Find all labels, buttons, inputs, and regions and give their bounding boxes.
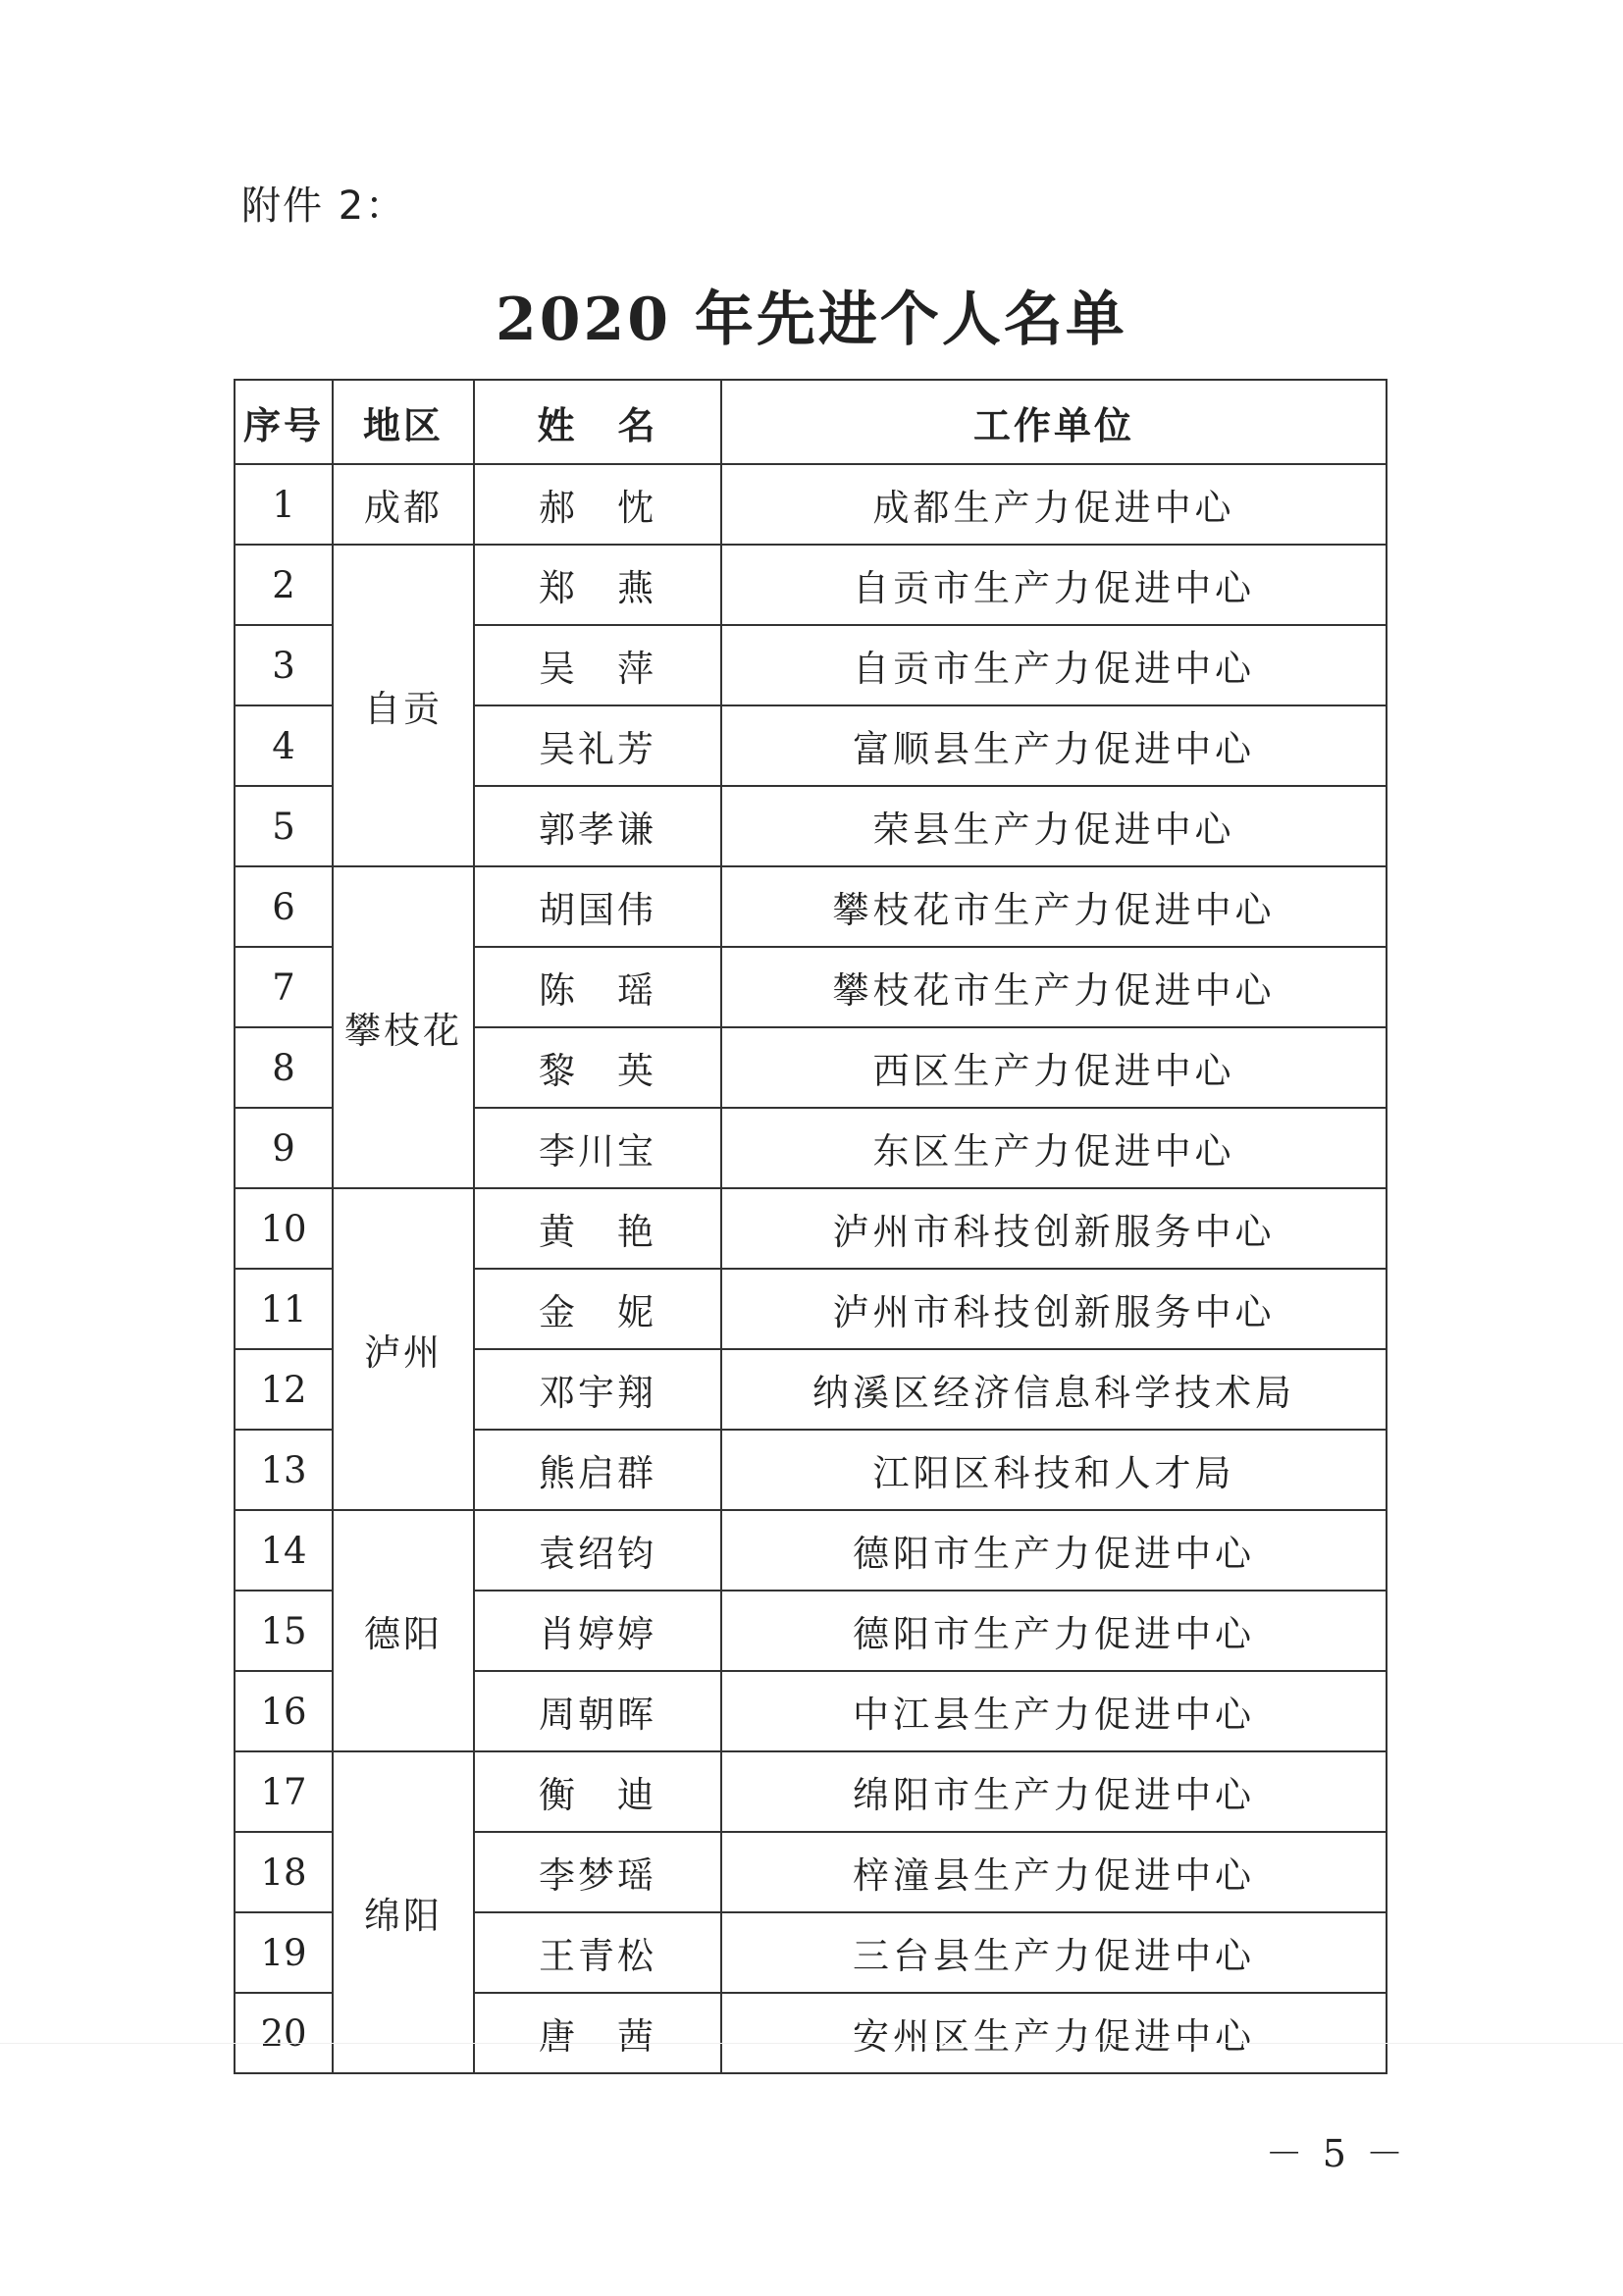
table-header-row xyxy=(235,380,1387,464)
cell-index: 5 xyxy=(235,786,333,866)
cell-region: 攀枝花 xyxy=(333,866,474,1188)
cell-index: 11 xyxy=(235,1269,333,1349)
cell-region: 泸州 xyxy=(333,1188,474,1510)
cell-index: 2 xyxy=(235,545,333,625)
advanced-individuals-table xyxy=(234,379,1387,2074)
cell-work-unit: 成都生产力促进中心 xyxy=(721,464,1387,545)
cell-index: 10 xyxy=(235,1188,333,1269)
cell-index: 13 xyxy=(235,1430,333,1510)
cell-name: 吴礼芳 xyxy=(474,705,721,786)
header-index: 序号 xyxy=(235,380,333,464)
cell-work-unit: 安州区生产力促进中心 xyxy=(721,1993,1387,2073)
cell-work-unit: 中江县生产力促进中心 xyxy=(721,1671,1387,1751)
cell-index: 18 xyxy=(235,1832,333,1912)
cell-work-unit: 攀枝花市生产力促进中心 xyxy=(721,947,1387,1027)
table-body xyxy=(235,464,1387,2073)
header-region: 地区 xyxy=(333,380,474,464)
cell-name: 王青松 xyxy=(474,1912,721,1993)
table-row xyxy=(235,1751,1387,1832)
cell-name: 熊启群 xyxy=(474,1430,721,1510)
cell-name: 黎 英 xyxy=(474,1027,721,1108)
cell-work-unit: 泸州市科技创新服务中心 xyxy=(721,1269,1387,1349)
cell-name: 郑 燕 xyxy=(474,545,721,625)
header-unit: 工作单位 xyxy=(721,380,1387,464)
cell-index: 4 xyxy=(235,705,333,786)
cell-name: 邓宇翔 xyxy=(474,1349,721,1430)
cell-work-unit: 自贡市生产力促进中心 xyxy=(721,625,1387,705)
document-title: 2020 年先进个人名单 xyxy=(496,286,1127,354)
cell-index: 1 xyxy=(235,464,333,545)
cell-name: 郭孝谦 xyxy=(474,786,721,866)
cell-region: 绵阳 xyxy=(333,1751,474,2073)
cell-work-unit: 三台县生产力促进中心 xyxy=(721,1912,1387,1993)
cell-work-unit: 西区生产力促进中心 xyxy=(721,1027,1387,1108)
footer-divider xyxy=(0,2043,1623,2044)
page-number: － 5 － xyxy=(1265,2132,1407,2175)
cell-work-unit: 绵阳市生产力促进中心 xyxy=(721,1751,1387,1832)
cell-name: 袁绍钧 xyxy=(474,1510,721,1591)
cell-work-unit: 东区生产力促进中心 xyxy=(721,1108,1387,1188)
cell-work-unit: 德阳市生产力促进中心 xyxy=(721,1510,1387,1591)
cell-work-unit: 纳溪区经济信息科学技术局 xyxy=(721,1349,1387,1430)
cell-index: 16 xyxy=(235,1671,333,1751)
cell-name: 胡国伟 xyxy=(474,866,721,947)
cell-name: 郝 忱 xyxy=(474,464,721,545)
cell-work-unit: 荣县生产力促进中心 xyxy=(721,786,1387,866)
cell-name: 李川宝 xyxy=(474,1108,721,1188)
cell-name: 金 妮 xyxy=(474,1269,721,1349)
cell-work-unit: 富顺县生产力促进中心 xyxy=(721,705,1387,786)
cell-index: 15 xyxy=(235,1591,333,1671)
cell-index: 8 xyxy=(235,1027,333,1108)
table-row xyxy=(235,464,1387,545)
cell-work-unit: 泸州市科技创新服务中心 xyxy=(721,1188,1387,1269)
cell-index: 19 xyxy=(235,1912,333,1993)
cell-name: 李梦瑶 xyxy=(474,1832,721,1912)
header-name: 姓 名 xyxy=(474,380,721,464)
cell-index: 14 xyxy=(235,1510,333,1591)
cell-work-unit: 自贡市生产力促进中心 xyxy=(721,545,1387,625)
table-row xyxy=(235,1510,1387,1591)
cell-name: 唐 茜 xyxy=(474,1993,721,2073)
cell-index: 17 xyxy=(235,1751,333,1832)
cell-region: 德阳 xyxy=(333,1510,474,1751)
cell-region: 成都 xyxy=(333,464,474,545)
cell-name: 衡 迪 xyxy=(474,1751,721,1832)
cell-name: 周朝晖 xyxy=(474,1671,721,1751)
cell-name: 肖婷婷 xyxy=(474,1591,721,1671)
cell-name: 吴 萍 xyxy=(474,625,721,705)
cell-name: 陈 瑶 xyxy=(474,947,721,1027)
cell-region: 自贡 xyxy=(333,545,474,866)
cell-work-unit: 德阳市生产力促进中心 xyxy=(721,1591,1387,1671)
cell-index: 12 xyxy=(235,1349,333,1430)
cell-work-unit: 攀枝花市生产力促进中心 xyxy=(721,866,1387,947)
table-row xyxy=(235,545,1387,625)
cell-name: 黄 艳 xyxy=(474,1188,721,1269)
cell-index: 9 xyxy=(235,1108,333,1188)
cell-index: 6 xyxy=(235,866,333,947)
cell-index: 20 xyxy=(235,1993,333,2073)
cell-work-unit: 梓潼县生产力促进中心 xyxy=(721,1832,1387,1912)
cell-index: 3 xyxy=(235,625,333,705)
table-row xyxy=(235,1188,1387,1269)
attachment-label: 附件 2： xyxy=(241,183,407,229)
cell-work-unit: 江阳区科技和人才局 xyxy=(721,1430,1387,1510)
cell-index: 7 xyxy=(235,947,333,1027)
table-row xyxy=(235,866,1387,947)
